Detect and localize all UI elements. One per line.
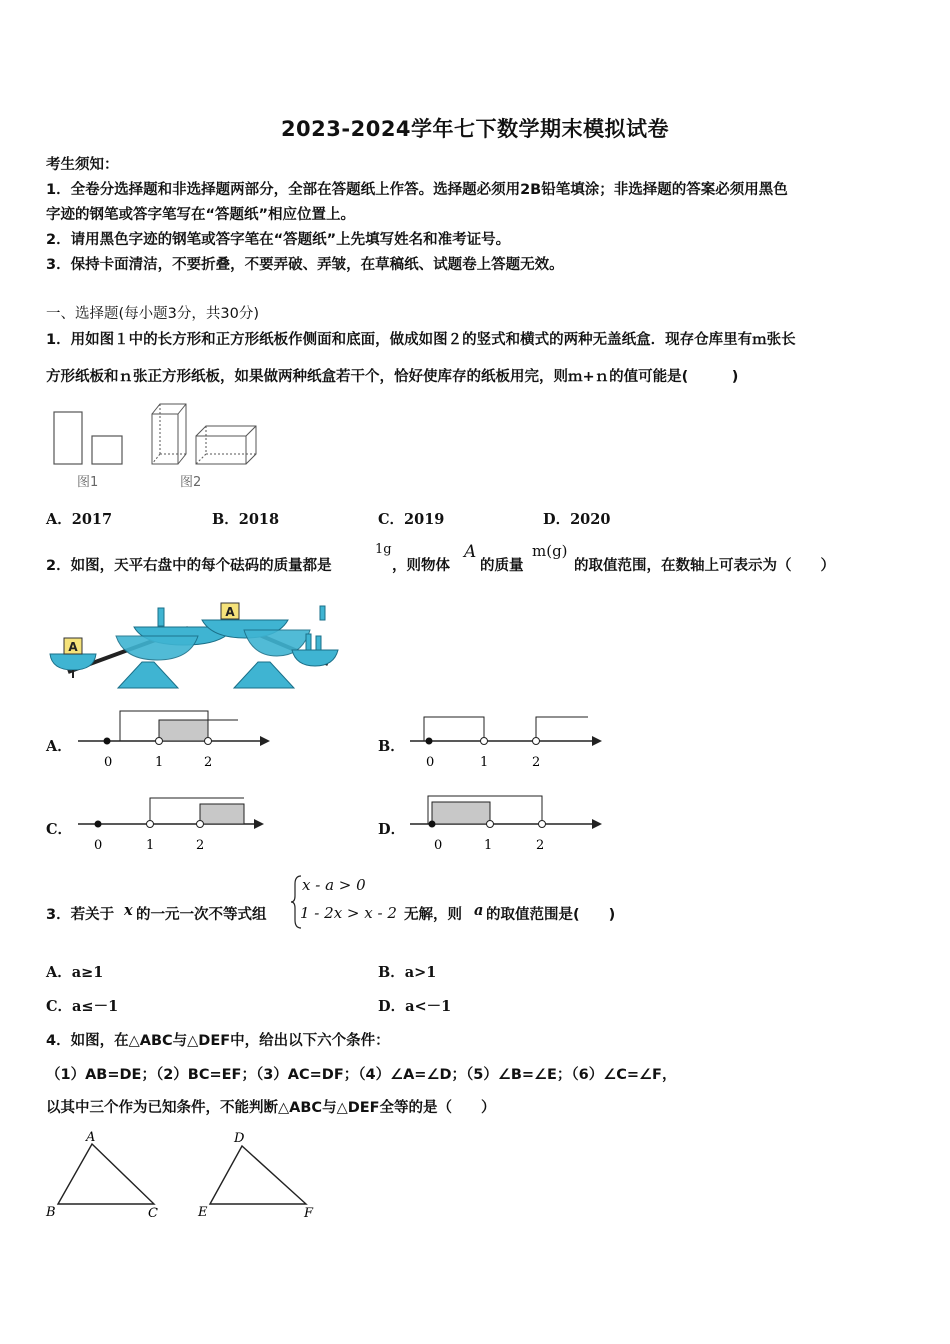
notice-heading: 考生须知： [46, 157, 119, 173]
number-line-a [78, 705, 278, 775]
rectangle-board [54, 412, 82, 464]
vertical-box [152, 404, 186, 464]
q2-option-c[interactable]: C． [46, 821, 73, 838]
tick-0: 0 [434, 838, 443, 853]
tick-2: 2 [196, 838, 205, 853]
q3-text-2: 的一元一次不等式组 [136, 907, 267, 923]
q3-inequality-2: 1 - 2x > x - 2 [300, 904, 397, 922]
tick-1: 1 [155, 755, 164, 770]
q2-var-mg: m(g) [532, 542, 568, 560]
vertex-f: F [304, 1206, 314, 1221]
q4-line-2: （1）AB=DE；（2）BC=EF；（3）AC=DF；（4）∠A=∠D；（5）∠B=∠E；（6）∠C=∠F， [46, 1067, 677, 1083]
fig2-label: 图2 [180, 475, 202, 490]
q4-line-1: 4．如图，在△ABC与△DEF中，给出以下六个条件： [46, 1033, 390, 1049]
q2-option-b[interactable]: B． [378, 738, 405, 755]
box-label-right: A [225, 605, 235, 619]
tick-1: 1 [480, 755, 489, 770]
q3-option-c[interactable]: C．a≤－1 [46, 998, 119, 1015]
tick-0: 0 [104, 755, 113, 770]
triangle-abc [58, 1144, 154, 1204]
q2-text-3: 的质量 [480, 558, 524, 574]
q3-option-d[interactable]: D．a<－1 [378, 998, 452, 1015]
q1-option-a[interactable]: A．2017 [46, 511, 113, 528]
tick-1: 1 [146, 838, 155, 853]
q2-var-a: A [464, 542, 477, 562]
number-line-c [78, 788, 278, 858]
vertex-c: C [148, 1206, 158, 1221]
q3-var-x: x [124, 902, 133, 919]
q1-option-c[interactable]: C．2019 [378, 511, 445, 528]
tick-0: 0 [426, 755, 435, 770]
q3-text-3: 无解，则 [404, 907, 462, 923]
vertex-a: A [86, 1130, 96, 1145]
q3-inequality-1: x - a > 0 [302, 876, 366, 894]
tick-0: 0 [94, 838, 103, 853]
square-board [92, 436, 122, 464]
q1-line-1: 1．用如图１中的长方形和正方形纸板作侧面和底面，做成如图２的竖式和横式的两种无盖纸盒．现存仓库里有ｍ张长 [46, 332, 796, 348]
q3-option-a[interactable]: A．a≥1 [46, 964, 104, 981]
tick-1: 1 [484, 838, 493, 853]
q2-option-d[interactable]: D． [378, 821, 406, 838]
q1-line-2: 方形纸板和ｎ张正方形纸板，如果做两种纸盒若干个，恰好使库存的纸板用完，则ｍ+ｎ的值可能是( ) [46, 369, 739, 385]
balance-right [202, 603, 338, 688]
notice-item-1-cont: 字迹的钢笔或答字笔写在“答题纸”相应位置上。 [46, 207, 356, 223]
tick-2: 2 [536, 838, 545, 853]
q1-option-b[interactable]: B．2018 [212, 511, 280, 528]
q2-text-4: 的取值范围，在数轴上可表示为（ ） [574, 558, 835, 574]
vertex-e: E [198, 1205, 208, 1220]
q2-unit: 1g [375, 542, 392, 557]
tick-2: 2 [204, 755, 213, 770]
balance-figure [48, 600, 338, 692]
q2-text-2: ，则物体 [392, 558, 450, 574]
number-line-b [410, 705, 610, 775]
fig1-label: 图1 [77, 475, 99, 490]
tick-2: 2 [532, 755, 541, 770]
q2-text-1: 2．如图，天平右盘中的每个砝码的质量都是 [46, 558, 332, 574]
q3-text-1: 3．若关于 [46, 907, 115, 923]
triangle-def [210, 1146, 306, 1204]
q3-option-b[interactable]: B．a>1 [378, 964, 437, 981]
q3-text-4: 的取值范围是( ) [486, 907, 616, 923]
notice-item-1: 1．全卷分选择题和非选择题两部分，全部在答题纸上作答。选择题必须用2B铅笔填涂；非选择题的答案必须用黑色 [46, 182, 788, 198]
notice-item-2: 2．请用黑色字迹的钢笔或答字笔在“答题纸”上先填写姓名和准考证号。 [46, 232, 511, 248]
horizontal-box [196, 426, 256, 464]
vertex-b: B [46, 1205, 56, 1220]
vertex-d: D [234, 1131, 245, 1146]
q2-option-a[interactable]: A． [46, 738, 72, 755]
triangles-figure [44, 1128, 334, 1224]
box-label-left: A [68, 640, 78, 654]
notice-item-3: 3．保持卡面清洁，不要折叠，不要弄破、弄皱，在草稿纸、试题卷上答题无效。 [46, 257, 564, 273]
page-title: 2023-2024学年七下数学期末模拟试卷 [280, 117, 670, 141]
number-line-d [410, 788, 610, 858]
q1-option-d[interactable]: D．2020 [543, 511, 611, 528]
section-heading: 一、选择题(每小题3分，共30分) [46, 306, 259, 322]
q3-var-a: a [474, 902, 484, 919]
q4-line-3: 以其中三个作为已知条件，不能判断△ABC与△DEF全等的是（ ） [46, 1100, 496, 1116]
